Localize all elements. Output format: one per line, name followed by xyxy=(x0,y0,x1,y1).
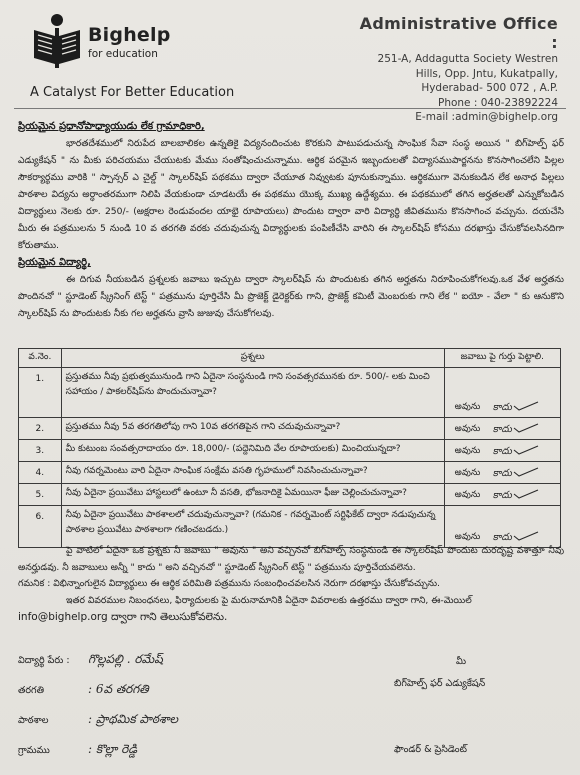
question-text: మీ కుటుంబ సంవత్సరాదాయం రూ. 18,000/- (పద్దెనిమిది వేల రూపాయలకు) మించియున్నదా? xyxy=(61,440,444,462)
answer-no-handwritten: కాదు xyxy=(492,468,512,479)
closing-text xyxy=(18,543,564,626)
question-text: ప్రస్తుతము నీవు 5వ తరగతిలోపు గాని 10వ తరగతిపైన గాని చదువుచున్నావా? xyxy=(61,418,444,440)
address-line: 251-A, Addagutta Society Westren xyxy=(377,53,558,65)
table-row xyxy=(19,368,561,418)
student-details xyxy=(18,652,318,775)
row-number: 5. xyxy=(19,484,62,506)
letterhead xyxy=(0,0,580,123)
letter-body xyxy=(18,118,564,322)
answer-yes-option[interactable]: అవును xyxy=(454,490,481,500)
checkmark-icon xyxy=(513,401,539,411)
checkmark-icon xyxy=(513,531,539,541)
table-body xyxy=(19,368,561,548)
row-number: 3. xyxy=(19,440,62,462)
question-text: నీవు గవర్నమెంటు వారి ఏదైనా సాంఘిక సంక్షేమ వసతి గృహములో నివసించుచున్నావా? xyxy=(61,462,444,484)
office-title: Administrative Office : xyxy=(359,14,558,52)
answer-yes-option[interactable]: అవును xyxy=(454,402,481,412)
answer-cell[interactable] xyxy=(444,506,560,548)
header-answer: జవాబు పై గుర్తు పెట్టాలి. xyxy=(444,349,560,368)
field-label: గ్రామము xyxy=(18,745,50,756)
header-questions: ప్రశ్నలు xyxy=(61,349,444,368)
field-label: పాఠశాల xyxy=(18,715,49,726)
answer-cell[interactable] xyxy=(444,418,560,440)
answer-cell[interactable] xyxy=(444,462,560,484)
note-paragraph: గమనిక : విభిన్నాంగులైన విద్యార్థులు ఈ ఆర్థిక పరిమితి పత్రమును సంబంధించవలసిన నెరుగా దరఖాస్తు చేసుకోవచ్చును. xyxy=(18,578,440,589)
checkmark-icon xyxy=(513,445,539,455)
table-header-row xyxy=(19,349,561,368)
table-row xyxy=(19,484,561,506)
table-row xyxy=(19,462,561,484)
contact-paragraph: ఇతర వివరముల నిబంధనలు, ఫిర్యాదులకు పై మరునామానికి ఏదైనా వివరాలకు ఉత్తరము ద్వారా గాని, ఈ-మెయిల్ xyxy=(66,594,472,606)
salutation-student: ప్రియమైన విద్యార్థి, xyxy=(18,257,91,268)
brand-subtitle: for education xyxy=(88,48,158,60)
signature-organization: బిగ్‌హెల్ప్ ఫర్ ఎడ్యుకేషన్ xyxy=(394,678,486,689)
address-line: Hyderabad- 500 072 , A.P. xyxy=(421,82,558,94)
handwritten-value: గొల్లపల్లి . రమేష్ xyxy=(88,652,163,666)
eligibility-table xyxy=(18,348,561,548)
answer-no-handwritten: కాదు xyxy=(492,532,512,543)
answer-no-handwritten: కాదు xyxy=(492,490,512,501)
field-school xyxy=(18,712,318,745)
answer-cell[interactable] xyxy=(444,368,560,418)
contact-email-line: info@bighelp.org ద్వారా గాని తెలుసుకోవలెను. xyxy=(18,611,228,623)
field-class xyxy=(18,682,318,715)
row-number: 1. xyxy=(19,368,62,418)
student-paragraph: ఈ దిగువ నీయబడిన ప్రశ్నలకు జవాబు ఇచ్చుట ద్వారా స్కాలర్‌షిప్ ను పొందుటకు తగిన అర్హతను నిరూపించుకోగలవు.ఒక వేళ అర్హతను పొందినచో " స్టూడెంట్ స్క్రీనింగ్ టెస్ట్ " పత్రమును పూర్తిచేసి మీ ప్రొజెక్ట్ డైరెక్టర్‌కు గాని, ప్రొజెక్ట్ కమిటీ మెంబరుకు గాని లేక " ఐయో - వేలా " కు ఆనుకొని స్కాలర్‌షిప్ ను పొందుటకు నీకు గల అర్హతను వ్రాసి జుజువు చేసుకోగలవు. xyxy=(18,274,564,319)
email-line: E-mail :admin@bighelp.org xyxy=(415,111,558,123)
book-person-icon xyxy=(30,12,84,72)
answer-yes-option[interactable]: అవును xyxy=(454,446,481,456)
answer-yes-option[interactable]: అవును xyxy=(454,532,481,542)
field-label: విద్యార్థి పేరు : xyxy=(18,655,70,666)
answer-cell[interactable] xyxy=(444,440,560,462)
phone-line: Phone : 040-23892224 xyxy=(437,96,558,109)
address-line: Hills, Opp. Jntu, Kukatpally, xyxy=(415,67,558,80)
checkmark-icon xyxy=(513,467,539,477)
ineligibility-paragraph: పై వాటిలో ఏదైనా ఒక ప్రశ్నకు నీ జవాబు " అవును " అని వచ్చినచో బిగ్‌హెల్ప్ సంస్థనుండి ఈ స్కాలర్‌షిప్ పొందుట దురదృష్ట వశాత్తూ నీవు అనర్హుడవు. నీ జవాబులు అన్నీ " కాదు " అని వచ్చినచో " స్టూడెంట్ స్క్రీనింగ్ టెస్ట్ " పత్రమును పూర్తిచేయవలెను. xyxy=(18,545,564,573)
checkmark-icon xyxy=(513,489,539,499)
answer-no-handwritten: కాదు xyxy=(492,446,512,457)
checkmark-icon xyxy=(513,423,539,433)
handwritten-value: : 6వ తరగతి xyxy=(88,682,149,696)
header-serial: వ.నెం. xyxy=(19,349,62,368)
handwritten-value: : కొల్లా రెడ్డి xyxy=(88,742,138,756)
tagline: A Catalyst For Better Education xyxy=(30,85,235,100)
signature-role: ఫౌండర్ & ప్రెసిడెంట్ xyxy=(394,744,467,755)
header-divider xyxy=(14,108,566,109)
answer-yes-option[interactable]: అవును xyxy=(454,468,481,478)
field-student-name xyxy=(18,652,318,685)
sign-off: మీ xyxy=(456,656,467,667)
row-number: 6. xyxy=(19,506,62,548)
table-row xyxy=(19,506,561,548)
question-text: నీవు ఏదైనా ప్రయివేటు పాఠశాలలో చదువుచున్నావా? (గమనిక - గవర్నమెంట్ సర్టిఫికేట్ ద్వారా నడుపుచున్న పాఠశాల ప్రయివేటు పాఠశాలగా గణించబడదు.) xyxy=(61,506,444,548)
answer-no-handwritten: కాదు xyxy=(492,424,512,435)
salutation-teacher: ప్రియమైన ప్రధానోపాధ్యాయుడు లేక గ్రామాధికారి, xyxy=(18,121,205,132)
question-text: ప్రస్తుతము నీవు ప్రభుత్వమునుండి గాని ఏదైనా సంస్థనుండి గాని సంవత్సరమునకు రూ. 500/- లకు మించి సహాయం / పాకలర్‌షిప్‌ను పొందుచున్నావా? xyxy=(61,368,444,418)
answer-cell[interactable] xyxy=(444,484,560,506)
question-text: నీవు ఏదైనా ప్రయివేటు హాస్టలులో ఉంటూ నీ వసతి, భోజనాదికై ఏమయినా ఫీజు చెల్లించుచున్నావా? xyxy=(61,484,444,506)
table-row xyxy=(19,440,561,462)
answer-yes-option[interactable]: అవును xyxy=(454,424,481,434)
row-number: 4. xyxy=(19,462,62,484)
brand-name: Bighelp xyxy=(88,24,171,46)
table-row xyxy=(19,418,561,440)
answer-no-handwritten: కాదు xyxy=(492,402,512,413)
field-village xyxy=(18,742,318,775)
row-number: 2. xyxy=(19,418,62,440)
intro-paragraph: భారతదేశములో నిరుపేద బాలబాలికల ఉన్నతికై విద్యనందించుట కొరకుని పాటుపడుచున్న సాంఘిక సేవా సంస్థ అయిన " బిగ్‌హెల్ప్ ఫర్ ఎడ్యుకేషన్ " ను మీకు పరిచయము చేయుటకు మేము సంతోషించుచున్నాము. ఆర్థిక పరమైన ఇబ్బందులతో విద్యాసముపార్జనను కొనసాగించలేని పిల్లల సౌకర్యార్థము వారికి " స్పాన్సర్ ఎ చైల్డ్ " స్కాలర్‌షిప్ పథకము ద్వారా చేయూత నివ్వుటకు పూనుకున్నాము. ఆర్థికముగా వెనుకబడిన లేక అనాధ పిల్లలు పాఠశాల విద్యను అర్ధాంతరముగా నిలిపి వేయకుండా చూడటయే ఈ పథకము యొక్క ముఖ్య ఉద్దేశ్యము. ఈ పథకములో తగిన అర్హతలతో ఎన్నుకోబడిన విద్యార్థులు నెలకు రూ. 250/- (అక్షరాల రెండువందల యాభై రూపాయలు) పొందుట ద్వారా వారి విద్యార్థి జీవితమును కొనసాగించ వచ్చును. దయచేసి మీరు ఈ పత్రములను 5 నుండి 10 వ తరగతి వరకు చదువుచున్న విద్యార్థులకు పంపిణీచేసి వారిని ఈ స్కాలర్‌షిప్ కోసము దరఖాస్తు చేసుకోవలసినదిగా కోరుతాము. xyxy=(18,138,564,251)
bighelp-logo xyxy=(30,12,180,82)
handwritten-value: : ప్రాథమిక పాఠశాల xyxy=(88,712,179,726)
field-label: తరగతి xyxy=(18,685,44,696)
